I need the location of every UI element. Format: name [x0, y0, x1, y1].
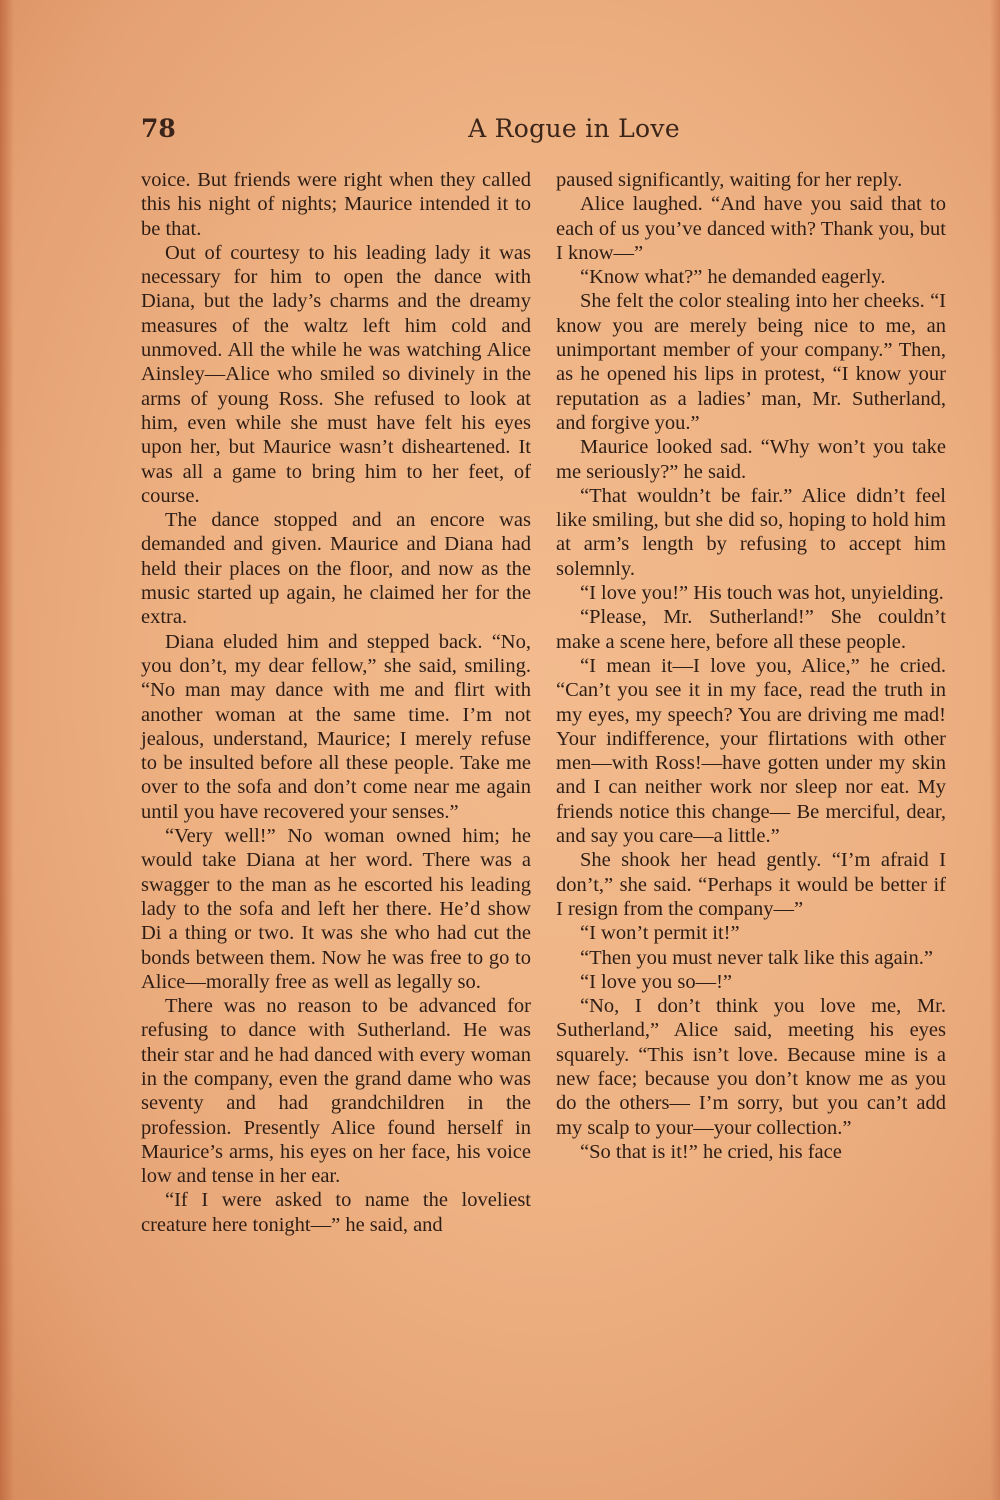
paragraph: paused significantly, waiting for her reply. [556, 169, 903, 191]
page-edge-shadow-left [0, 0, 14, 1500]
paragraph: “That wouldn’t be fair.” Alice didn’t feel like smiling, but she did so, hoping to hold him at arm’s length by refusing to accept him solemnly. [556, 484, 946, 580]
paragraph: The dance stopped and an encore was demanded and given. Maurice and Diana had held their places on the floor, and now as the music started up again, he claimed her for the extra. [141, 509, 531, 629]
paragraph: She shook her head gently. “I’m afraid I don’t,” she said. “Perhaps it would be better if I resign from the company—” [556, 849, 946, 920]
paragraph: “I won’t permit it!” [580, 922, 740, 945]
paragraph: “Please, Mr. Sutherland!” She couldn’t make a scene here, before all these people. [556, 606, 946, 653]
page-number: 78 [141, 114, 176, 143]
paragraph: “Then you must never talk like this again.” [580, 946, 933, 969]
paragraph: Out of courtesy to his leading lady it was necessary for him to open the dance with Diana, but the lady’s charms and the dreamy measures of the waltz left him cold and unmoved. All the while he was watching Alice Ainsley—Alice who smiled so divinely in the arms of young Ross. She refused to look at him, even while she must have felt his eyes upon her, but Maurice wasn’t disheartened. It was all a game to bring him to her feet, of course. [141, 241, 531, 507]
paragraph: She felt the color stealing into her cheeks. “I know you are merely being nice to me, an unimportant member of your company.” Then, as he opened his lips in protest, “I know your reputation as a ladies’ man, Mr. Sutherland, and forgive you.” [556, 290, 946, 434]
text-column-right [556, 168, 946, 1368]
paragraph: Maurice looked sad. “Why won’t you take me seriously?” he said. [556, 436, 946, 483]
paragraph: “Very well!” No woman owned him; he would take Diana at her word. There was a swagger to the man as he escorted his leading lady to the sofa and left her there. He’d show Di a thing or two. It was she who had cut the bonds between them. Now he was free to go to Alice—morally free as well as legally so. [141, 825, 531, 993]
paragraph: “I mean it—I love you, Alice,” he cried. “Can’t you see it in my face, read the truth in my eyes, my speech? You are driving me mad! Your indifference, your flirtations with other men—with Ross!—have gotten under my skin and I can neither work nor sleep nor eat. My friends notice this change— Be merciful, dear, and say you care—a little.” [556, 654, 946, 848]
paragraph: “If I were asked to name the loveliest creature here tonight—” he said, and [141, 1189, 531, 1236]
paragraph: “I love you!” His touch was hot, unyielding. [580, 582, 944, 605]
paragraph: “No, I don’t think you love me, Mr. Sutherland,” Alice said, meeting his eyes squarely. “This isn’t love. Because mine is a new face; because you don’t know me as you do the others— I’m sorry, but you can’t add my scalp to your—your collection.” [556, 995, 946, 1139]
page-edge-shadow-right [990, 0, 1000, 1500]
running-title: A Rogue in Love [468, 114, 680, 143]
paragraph: “Know what?” he demanded eagerly. [580, 266, 886, 289]
paragraph: voice. But friends were right when they called this his night of nights; Maurice intended it to be that. [141, 169, 531, 240]
page-header [141, 112, 947, 152]
text-column-left [141, 168, 531, 1368]
paragraph: Alice laughed. “And have you said that to each of us you’ve danced with? Thank you, but I know—” [556, 193, 946, 264]
paragraph: Diana eluded him and stepped back. “No, you don’t, my dear fellow,” she said, smiling. “No man may dance with me and flirt with another woman at the same time. I’m not jealous, understand, Maurice; I merely refuse to be insulted before all these people. Take me over to the sofa and don’t come near me again until you have recovered your senses.” [141, 630, 531, 823]
paragraph: “I love you so—!” [580, 970, 732, 993]
paragraph: “So that is it!” he cried, his face [580, 1140, 842, 1163]
paragraph: There was no reason to be advanced for refusing to dance with Sutherland. He was their star and he had danced with every woman in the company, even the grand dame who was seventy and had grandchildren in the profession. Presently Alice found herself in Maurice’s arms, his eyes on her face, his voice low and tense in her ear. [141, 995, 531, 1188]
